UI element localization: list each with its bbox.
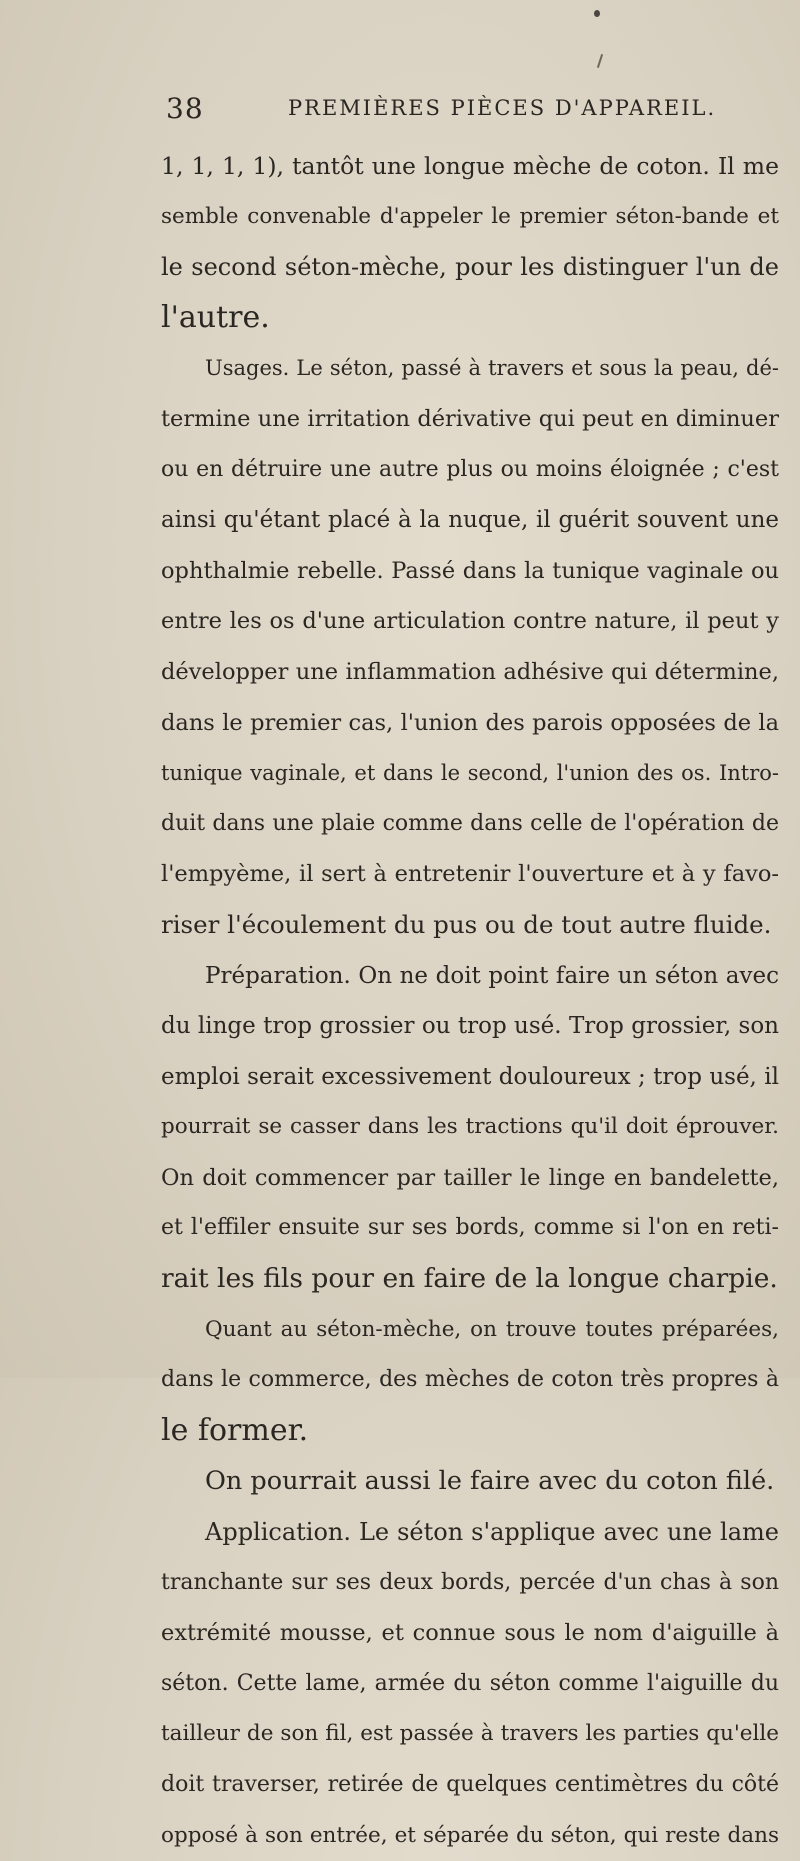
- text-line: séton. Cette lame, armée du séton comme l'aiguille du: [161, 1670, 779, 1696]
- ink-spot: [594, 10, 600, 17]
- text-line: Application. Le séton s'applique avec une lame: [205, 1518, 779, 1547]
- text-line: tunique vaginale, et dans le second, l'union des os. Intro-: [161, 761, 779, 786]
- text-line: et l'effiler ensuite sur ses bords, comme si l'on en reti-: [161, 1215, 779, 1241]
- text-line: du linge trop grossier ou trop usé. Trop grossier, son: [161, 1013, 779, 1040]
- text-line: pourrait se casser dans les tractions qu'il doit éprouver.: [161, 1114, 779, 1140]
- text-line: ainsi qu'étant placé à la nuque, il guérit souvent une: [161, 507, 779, 534]
- text-line: développer une inflammation adhésive qui détermine,: [161, 658, 779, 685]
- ink-mark: [597, 54, 603, 68]
- text-line: riser l'écoulement du pus ou de tout autre fluide.: [161, 909, 772, 939]
- text-line: duit dans une plaie comme dans celle de l'opération de: [161, 810, 779, 836]
- text-line: l'autre.: [161, 299, 270, 335]
- text-line: le former.: [161, 1412, 309, 1448]
- text-line: doit traverser, retirée de quelques centimètres du côté: [161, 1772, 779, 1797]
- text-line: extrémité mousse, et connue sous le nom d'aiguille à: [161, 1620, 779, 1647]
- text-line: tailleur de son fil, est passée à travers les parties qu'elle: [161, 1721, 779, 1747]
- text-line: ophthalmie rebelle. Passé dans la tunique vaginale ou: [161, 557, 779, 584]
- text-line: Quant au séton-mèche, on trouve toutes préparées,: [205, 1316, 779, 1342]
- text-line: emploi serait excessivement douloureux ; trop usé, il: [161, 1063, 779, 1090]
- text-line: Usages. Le séton, passé à travers et sous la peau, dé-: [205, 356, 779, 381]
- text-line: On doit commencer par tailler le linge en bandelette,: [161, 1164, 779, 1191]
- text-line: entre les os d'une articulation contre nature, il peut y: [161, 608, 779, 635]
- page-header: [166, 92, 766, 132]
- text-line: opposé à son entrée, et séparée du séton, qui reste dans: [161, 1822, 779, 1848]
- running-head: PREMIÈRES PIÈCES D'APPAREIL.: [288, 96, 717, 120]
- text-line: tranchante sur ses deux bords, percée d'un chas à son: [161, 1569, 779, 1595]
- text-line: l'empyème, il sert à entretenir l'ouverture et à y favo-: [161, 861, 779, 888]
- text-line: Préparation. On ne doit point faire un séton avec: [205, 962, 779, 989]
- text-line: semble convenable d'appeler le premier séton-bande et: [161, 203, 779, 229]
- text-line: On pourrait aussi le faire avec du coton filé.: [205, 1466, 775, 1497]
- text-line: ou en détruire une autre plus ou moins éloignée ; c'est: [161, 456, 779, 482]
- text-line: dans le commerce, des mèches de coton très propres à: [161, 1367, 779, 1393]
- body-text: [161, 141, 779, 1861]
- text-line: dans le premier cas, l'union des parois opposées de la: [161, 709, 779, 736]
- text-line: termine une irritation dérivative qui peut en diminuer: [161, 405, 779, 432]
- text-line: 1, 1, 1, 1), tantôt une longue mèche de coton. Il me: [161, 152, 779, 180]
- page-number: 38: [166, 92, 204, 125]
- text-line: le second séton-mèche, pour les distinguer l'un de: [161, 253, 779, 282]
- text-line: rait les fils pour en faire de la longue charpie.: [161, 1263, 778, 1295]
